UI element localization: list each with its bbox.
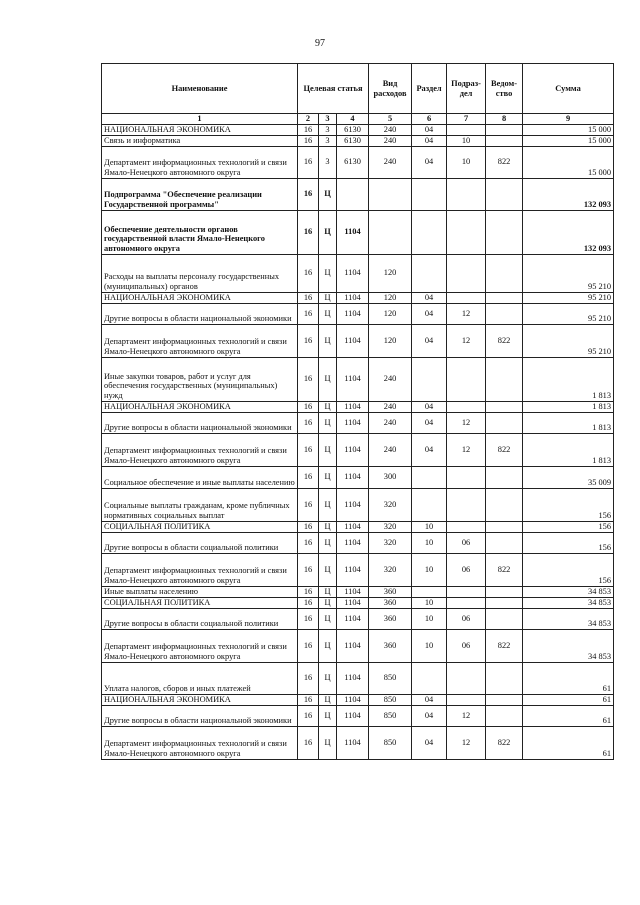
row-section bbox=[412, 357, 447, 401]
row-expense-type: 240 bbox=[369, 124, 412, 135]
row-sum: 132 093 bbox=[523, 210, 614, 254]
row-subsection: 12 bbox=[447, 303, 486, 324]
row-code-subprogram: Ц bbox=[319, 412, 337, 433]
row-sum: 156 bbox=[523, 553, 614, 586]
row-subsection bbox=[447, 124, 486, 135]
table-row bbox=[102, 488, 614, 521]
row-subsection: 06 bbox=[447, 532, 486, 553]
column-number: 3 bbox=[319, 114, 337, 125]
row-expense-type: 240 bbox=[369, 146, 412, 178]
table-row bbox=[102, 146, 614, 178]
row-expense-type: 120 bbox=[369, 303, 412, 324]
row-expense-type: 240 bbox=[369, 433, 412, 466]
row-code-program: 16 bbox=[298, 705, 319, 726]
row-section: 04 bbox=[412, 433, 447, 466]
row-code-direction: 1104 bbox=[337, 726, 369, 759]
row-expense-type bbox=[369, 178, 412, 210]
row-code-direction: 1104 bbox=[337, 401, 369, 412]
row-expense-type: 360 bbox=[369, 608, 412, 629]
row-section: 04 bbox=[412, 324, 447, 357]
row-subsection bbox=[447, 178, 486, 210]
row-subsection bbox=[447, 401, 486, 412]
row-department bbox=[486, 488, 523, 521]
row-name: Департамент информационных технологий и связи Ямало-Ненецкого автономного округа bbox=[102, 146, 298, 178]
row-expense-type: 240 bbox=[369, 135, 412, 146]
row-code-direction: 1104 bbox=[337, 254, 369, 292]
row-name: Департамент информационных технологий и связи Ямало-Ненецкого автономного округа bbox=[102, 553, 298, 586]
row-code-direction: 1104 bbox=[337, 357, 369, 401]
row-department bbox=[486, 694, 523, 705]
row-code-subprogram: Ц bbox=[319, 466, 337, 488]
row-code-subprogram: Ц bbox=[319, 694, 337, 705]
table-row bbox=[102, 726, 614, 759]
row-code-direction: 1104 bbox=[337, 608, 369, 629]
row-code-direction: 1104 bbox=[337, 488, 369, 521]
row-name: Иные выплаты населению bbox=[102, 586, 298, 597]
row-code-direction: 1104 bbox=[337, 433, 369, 466]
row-section bbox=[412, 178, 447, 210]
row-subsection: 12 bbox=[447, 324, 486, 357]
row-section: 04 bbox=[412, 124, 447, 135]
row-department bbox=[486, 597, 523, 608]
row-section: 10 bbox=[412, 521, 447, 532]
row-code-subprogram: Ц bbox=[319, 553, 337, 586]
table-row bbox=[102, 135, 614, 146]
row-code-subprogram: Ц bbox=[319, 401, 337, 412]
table-row bbox=[102, 401, 614, 412]
row-department: 822 bbox=[486, 629, 523, 662]
row-code-subprogram: Ц bbox=[319, 303, 337, 324]
row-sum: 15 000 bbox=[523, 146, 614, 178]
table-row bbox=[102, 412, 614, 433]
row-sum: 34 853 bbox=[523, 586, 614, 597]
row-sum: 34 853 bbox=[523, 629, 614, 662]
row-code-program: 16 bbox=[298, 324, 319, 357]
row-sum: 61 bbox=[523, 726, 614, 759]
row-code-subprogram: Ц bbox=[319, 292, 337, 303]
row-sum: 34 853 bbox=[523, 608, 614, 629]
row-expense-type: 360 bbox=[369, 629, 412, 662]
header-sum: Сумма bbox=[523, 64, 614, 114]
table-row bbox=[102, 254, 614, 292]
row-code-program: 16 bbox=[298, 694, 319, 705]
row-expense-type: 320 bbox=[369, 488, 412, 521]
table-row bbox=[102, 303, 614, 324]
row-expense-type: 240 bbox=[369, 401, 412, 412]
row-department bbox=[486, 662, 523, 694]
row-subsection bbox=[447, 694, 486, 705]
row-code-direction bbox=[337, 178, 369, 210]
row-code-program: 16 bbox=[298, 303, 319, 324]
row-section: 04 bbox=[412, 705, 447, 726]
row-name: СОЦИАЛЬНАЯ ПОЛИТИКА bbox=[102, 521, 298, 532]
row-expense-type: 300 bbox=[369, 466, 412, 488]
row-name: НАЦИОНАЛЬНАЯ ЭКОНОМИКА bbox=[102, 292, 298, 303]
row-sum: 15 000 bbox=[523, 135, 614, 146]
row-section: 04 bbox=[412, 694, 447, 705]
row-department: 822 bbox=[486, 553, 523, 586]
row-subsection bbox=[447, 597, 486, 608]
row-code-subprogram: Ц bbox=[319, 521, 337, 532]
row-code-subprogram: Ц bbox=[319, 357, 337, 401]
row-code-program: 16 bbox=[298, 357, 319, 401]
row-department: 822 bbox=[486, 146, 523, 178]
row-expense-type: 120 bbox=[369, 292, 412, 303]
header-exp-type: Вид расходов bbox=[369, 64, 412, 114]
header-department: Ведом-ство bbox=[486, 64, 523, 114]
row-code-subprogram: Ц bbox=[319, 705, 337, 726]
row-subsection: 10 bbox=[447, 135, 486, 146]
row-code-direction: 1104 bbox=[337, 210, 369, 254]
row-department bbox=[486, 178, 523, 210]
row-expense-type: 850 bbox=[369, 694, 412, 705]
row-code-program: 16 bbox=[298, 210, 319, 254]
row-subsection bbox=[447, 466, 486, 488]
row-sum: 61 bbox=[523, 694, 614, 705]
row-sum: 1 813 bbox=[523, 401, 614, 412]
header-row bbox=[102, 64, 614, 114]
header-name: Наименование bbox=[102, 64, 298, 114]
row-expense-type: 360 bbox=[369, 586, 412, 597]
row-section: 04 bbox=[412, 401, 447, 412]
row-subsection: 12 bbox=[447, 433, 486, 466]
row-code-direction: 1104 bbox=[337, 466, 369, 488]
row-expense-type: 850 bbox=[369, 705, 412, 726]
row-sum: 132 093 bbox=[523, 178, 614, 210]
row-subsection: 12 bbox=[447, 705, 486, 726]
row-name: Иные закупки товаров, работ и услуг для обеспечения государственных (муниципальных) нужд bbox=[102, 357, 298, 401]
row-code-direction: 1104 bbox=[337, 412, 369, 433]
row-department bbox=[486, 303, 523, 324]
row-subsection bbox=[447, 254, 486, 292]
row-code-program: 16 bbox=[298, 662, 319, 694]
row-code-program: 16 bbox=[298, 532, 319, 553]
column-number: 7 bbox=[447, 114, 486, 125]
row-department bbox=[486, 292, 523, 303]
row-code-program: 16 bbox=[298, 124, 319, 135]
row-code-program: 16 bbox=[298, 597, 319, 608]
table-row bbox=[102, 357, 614, 401]
row-code-program: 16 bbox=[298, 433, 319, 466]
row-name: НАЦИОНАЛЬНАЯ ЭКОНОМИКА bbox=[102, 124, 298, 135]
row-department bbox=[486, 254, 523, 292]
table-row bbox=[102, 705, 614, 726]
row-expense-type: 120 bbox=[369, 254, 412, 292]
row-code-direction: 1104 bbox=[337, 292, 369, 303]
row-subsection: 12 bbox=[447, 412, 486, 433]
table-row bbox=[102, 324, 614, 357]
row-code-subprogram: Ц bbox=[319, 488, 337, 521]
row-section: 04 bbox=[412, 146, 447, 178]
row-expense-type: 320 bbox=[369, 532, 412, 553]
table-row bbox=[102, 597, 614, 608]
row-department bbox=[486, 401, 523, 412]
row-code-subprogram: Ц bbox=[319, 210, 337, 254]
row-expense-type bbox=[369, 210, 412, 254]
row-section bbox=[412, 662, 447, 694]
row-expense-type: 240 bbox=[369, 412, 412, 433]
row-name: Расходы на выплаты персоналу государственных (муниципальных) органов bbox=[102, 254, 298, 292]
column-number: 4 bbox=[337, 114, 369, 125]
row-section bbox=[412, 254, 447, 292]
row-code-direction: 1104 bbox=[337, 553, 369, 586]
row-sum: 156 bbox=[523, 488, 614, 521]
row-sum: 156 bbox=[523, 521, 614, 532]
column-number: 5 bbox=[369, 114, 412, 125]
row-expense-type: 850 bbox=[369, 662, 412, 694]
row-code-program: 16 bbox=[298, 586, 319, 597]
row-code-program: 16 bbox=[298, 629, 319, 662]
row-department: 822 bbox=[486, 726, 523, 759]
row-sum: 35 009 bbox=[523, 466, 614, 488]
row-expense-type: 320 bbox=[369, 553, 412, 586]
row-code-subprogram: Ц bbox=[319, 324, 337, 357]
row-department bbox=[486, 135, 523, 146]
header-section: Раздел bbox=[412, 64, 447, 114]
row-subsection: 10 bbox=[447, 146, 486, 178]
column-number: 9 bbox=[523, 114, 614, 125]
row-name: Социальные выплаты гражданам, кроме публичных нормативных социальных выплат bbox=[102, 488, 298, 521]
row-code-direction: 1104 bbox=[337, 597, 369, 608]
row-department bbox=[486, 521, 523, 532]
row-code-subprogram: 3 bbox=[319, 135, 337, 146]
column-number-row bbox=[102, 114, 614, 125]
row-subsection bbox=[447, 357, 486, 401]
row-department bbox=[486, 532, 523, 553]
row-code-program: 16 bbox=[298, 466, 319, 488]
row-code-program: 16 bbox=[298, 401, 319, 412]
row-code-subprogram: Ц bbox=[319, 586, 337, 597]
row-department: 822 bbox=[486, 324, 523, 357]
row-subsection bbox=[447, 210, 486, 254]
row-expense-type: 360 bbox=[369, 597, 412, 608]
row-section bbox=[412, 488, 447, 521]
row-code-subprogram: Ц bbox=[319, 629, 337, 662]
row-department bbox=[486, 124, 523, 135]
row-department: 822 bbox=[486, 433, 523, 466]
row-name: СОЦИАЛЬНАЯ ПОЛИТИКА bbox=[102, 597, 298, 608]
row-section bbox=[412, 586, 447, 597]
row-name: Другие вопросы в области национальной экономики bbox=[102, 412, 298, 433]
row-name: Обеспечение деятельности органов государственной власти Ямало-Ненецкого автономного округа bbox=[102, 210, 298, 254]
row-name: Другие вопросы в области национальной экономики bbox=[102, 705, 298, 726]
row-name: Другие вопросы в области социальной политики bbox=[102, 532, 298, 553]
row-name: Департамент информационных технологий и связи Ямало-Ненецкого автономного округа bbox=[102, 324, 298, 357]
row-subsection: 06 bbox=[447, 608, 486, 629]
row-code-direction: 6130 bbox=[337, 146, 369, 178]
row-code-subprogram: Ц bbox=[319, 608, 337, 629]
table-body bbox=[102, 124, 614, 759]
row-code-direction: 1104 bbox=[337, 694, 369, 705]
row-code-direction: 1104 bbox=[337, 705, 369, 726]
row-code-subprogram: Ц bbox=[319, 597, 337, 608]
table-row bbox=[102, 178, 614, 210]
row-section: 10 bbox=[412, 629, 447, 662]
row-code-direction: 1104 bbox=[337, 521, 369, 532]
budget-table bbox=[101, 63, 614, 760]
row-department bbox=[486, 412, 523, 433]
row-sum: 15 000 bbox=[523, 124, 614, 135]
row-subsection bbox=[447, 662, 486, 694]
row-sum: 95 210 bbox=[523, 324, 614, 357]
header-subsection: Подраз-дел bbox=[447, 64, 486, 114]
row-code-program: 16 bbox=[298, 292, 319, 303]
row-subsection bbox=[447, 488, 486, 521]
row-code-subprogram: 3 bbox=[319, 146, 337, 178]
row-subsection: 12 bbox=[447, 726, 486, 759]
column-number: 1 bbox=[102, 114, 298, 125]
row-code-program: 16 bbox=[298, 254, 319, 292]
row-code-direction: 6130 bbox=[337, 124, 369, 135]
row-department bbox=[486, 705, 523, 726]
row-section: 04 bbox=[412, 412, 447, 433]
row-name: Социальное обеспечение и иные выплаты населению bbox=[102, 466, 298, 488]
table-row bbox=[102, 521, 614, 532]
row-name: Другие вопросы в области национальной экономики bbox=[102, 303, 298, 324]
row-code-subprogram: Ц bbox=[319, 433, 337, 466]
column-number: 6 bbox=[412, 114, 447, 125]
table-row bbox=[102, 586, 614, 597]
row-code-subprogram: Ц bbox=[319, 178, 337, 210]
row-expense-type: 320 bbox=[369, 521, 412, 532]
row-section bbox=[412, 466, 447, 488]
row-name: Связь и информатика bbox=[102, 135, 298, 146]
row-code-program: 16 bbox=[298, 726, 319, 759]
row-sum: 156 bbox=[523, 532, 614, 553]
row-expense-type: 240 bbox=[369, 357, 412, 401]
table-row bbox=[102, 629, 614, 662]
row-department bbox=[486, 357, 523, 401]
row-section: 10 bbox=[412, 553, 447, 586]
row-code-program: 16 bbox=[298, 135, 319, 146]
column-number: 8 bbox=[486, 114, 523, 125]
row-sum: 95 210 bbox=[523, 303, 614, 324]
row-sum: 95 210 bbox=[523, 254, 614, 292]
row-code-program: 16 bbox=[298, 553, 319, 586]
row-code-program: 16 bbox=[298, 488, 319, 521]
column-number: 2 bbox=[298, 114, 319, 125]
row-name: НАЦИОНАЛЬНАЯ ЭКОНОМИКА bbox=[102, 694, 298, 705]
row-department bbox=[486, 466, 523, 488]
row-code-program: 16 bbox=[298, 412, 319, 433]
row-department bbox=[486, 210, 523, 254]
row-section: 04 bbox=[412, 292, 447, 303]
row-code-direction: 1104 bbox=[337, 586, 369, 597]
row-code-direction: 1104 bbox=[337, 324, 369, 357]
row-name: Уплата налогов, сборов и иных платежей bbox=[102, 662, 298, 694]
row-name: Департамент информационных технологий и связи Ямало-Ненецкого автономного округа bbox=[102, 629, 298, 662]
table-row bbox=[102, 608, 614, 629]
row-code-program: 16 bbox=[298, 178, 319, 210]
table-row bbox=[102, 532, 614, 553]
row-department bbox=[486, 608, 523, 629]
row-sum: 1 813 bbox=[523, 433, 614, 466]
table-row bbox=[102, 433, 614, 466]
row-sum: 61 bbox=[523, 662, 614, 694]
row-department bbox=[486, 586, 523, 597]
row-code-subprogram: 3 bbox=[319, 124, 337, 135]
row-code-program: 16 bbox=[298, 608, 319, 629]
row-code-subprogram: Ц bbox=[319, 726, 337, 759]
table-row bbox=[102, 553, 614, 586]
row-subsection bbox=[447, 521, 486, 532]
row-code-program: 16 bbox=[298, 521, 319, 532]
row-expense-type: 850 bbox=[369, 726, 412, 759]
row-section: 10 bbox=[412, 532, 447, 553]
row-code-direction: 1104 bbox=[337, 662, 369, 694]
row-subsection bbox=[447, 586, 486, 597]
row-sum: 61 bbox=[523, 705, 614, 726]
row-subsection: 06 bbox=[447, 553, 486, 586]
row-name: Департамент информационных технологий и связи Ямало-Ненецкого автономного округа bbox=[102, 726, 298, 759]
table-row bbox=[102, 466, 614, 488]
row-code-direction: 6130 bbox=[337, 135, 369, 146]
page-number: 97 bbox=[315, 38, 325, 49]
row-code-program: 16 bbox=[298, 146, 319, 178]
table-row bbox=[102, 124, 614, 135]
table-row bbox=[102, 292, 614, 303]
row-code-subprogram: Ц bbox=[319, 254, 337, 292]
row-code-direction: 1104 bbox=[337, 629, 369, 662]
row-code-subprogram: Ц bbox=[319, 532, 337, 553]
row-sum: 95 210 bbox=[523, 292, 614, 303]
row-subsection bbox=[447, 292, 486, 303]
row-section: 10 bbox=[412, 608, 447, 629]
row-code-direction: 1104 bbox=[337, 303, 369, 324]
row-name: Другие вопросы в области социальной политики bbox=[102, 608, 298, 629]
row-name: НАЦИОНАЛЬНАЯ ЭКОНОМИКА bbox=[102, 401, 298, 412]
row-section: 10 bbox=[412, 597, 447, 608]
row-code-subprogram: Ц bbox=[319, 662, 337, 694]
table-row bbox=[102, 210, 614, 254]
row-section: 04 bbox=[412, 726, 447, 759]
row-section: 04 bbox=[412, 303, 447, 324]
row-name: Подпрограмма "Обеспечение реализации Государственной программы" bbox=[102, 178, 298, 210]
row-sum: 34 853 bbox=[523, 597, 614, 608]
header-target: Целевая статья bbox=[298, 64, 369, 114]
row-expense-type: 120 bbox=[369, 324, 412, 357]
table-row bbox=[102, 662, 614, 694]
row-section: 04 bbox=[412, 135, 447, 146]
row-name: Департамент информационных технологий и связи Ямало-Ненецкого автономного округа bbox=[102, 433, 298, 466]
row-sum: 1 813 bbox=[523, 412, 614, 433]
row-subsection: 06 bbox=[447, 629, 486, 662]
row-code-direction: 1104 bbox=[337, 532, 369, 553]
row-sum: 1 813 bbox=[523, 357, 614, 401]
table-row bbox=[102, 694, 614, 705]
row-section bbox=[412, 210, 447, 254]
